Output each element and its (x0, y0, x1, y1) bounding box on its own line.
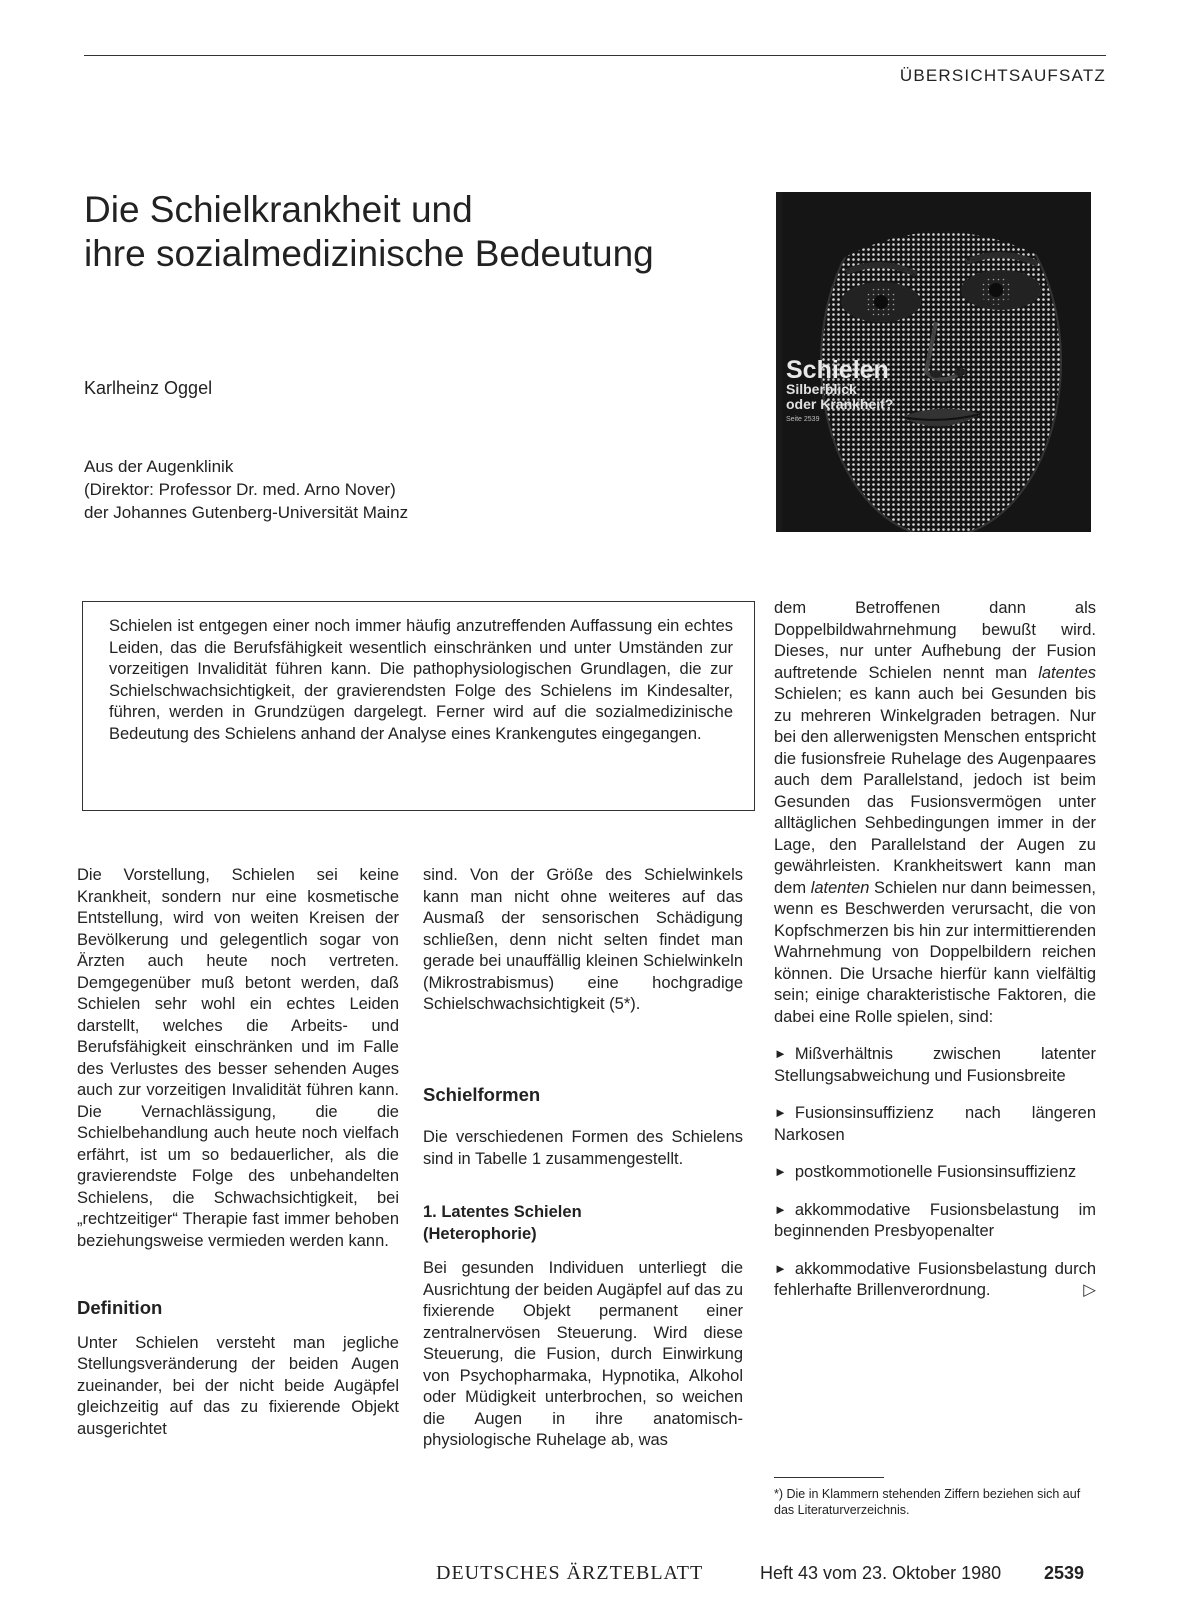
intro-paragraph: Die Vorstellung, Schielen sei keine Krankheit, sondern nur eine kosmetische Entstellung, wird von weiten Kreisen der Bevölkerung und gelegentlich sogar von Ärzten auch heute noch vertreten. Demgegenüber muß betont werden, daß Schielen sehr wohl ein echtes Leiden darstellt, welches die Arbeits- und Berufsfähigkeit einschränken und im Falle des Verlustes des besser sehenden Auges auch zur vorzeitigen Invalidität führen kann. Die Vernachlässigung, die die Schielbehandlung auch heute noch vielfach erfährt, ist um so bedauerlicher, als die gravierendste Folge des unbehandelten Schielens, die Schwachsichtigkeit, bei „rechtzeitiger“ Therapie fast immer behoben beziehungsweise vermieden werden kann. (77, 866, 399, 1250)
cover-image (776, 192, 1091, 532)
issue-info: Heft 43 vom 23. Oktober 1980 (760, 1563, 1002, 1583)
text-part-2: Schielen; es kann auch bei Gesunden bis zu mehreren Winkelgraden betragen. Nur bei den allerwenigsten Menschen entspricht die fusionsfreie Ruhelage des Augenpaares auch dem Parallelstand, jedoch ist beim Gesunden das Fusionsvermögen unter alltäglichen Sehbedingungen immer in der Lage, den Parallelstand der Augen zu gewährleisten. Krankheitswert kann man dem (774, 685, 1096, 897)
list-item (774, 1161, 1096, 1184)
list-item-text: Fusionsinsuffizienz nach längeren Narkosen (774, 1104, 1096, 1144)
cover-title: Schielen (786, 356, 889, 384)
list-item-text: postkommotionelle Fusionsinsuffizienz (794, 1163, 1077, 1181)
affiliation-line-3: der Johannes Gutenberg-Universität Mainz (84, 503, 409, 522)
bullet-arrow-icon: ► (774, 1201, 787, 1217)
abstract-text: Schielen ist entgegen einer noch immer häufig anzutreffenden Auffassung ein echtes Leiden, das die Berufsfähigkeit wesentlich einschränken und unter Umständen zur vorzeitigen Invalidität führen kann. Die pathophysiologischen Grundlagen, die zur Schielschwachsichtigkeit, der gravierendsten Folge des Schielens im Kindesalter, führen, werden in Grundzügen dargelegt. Ferner wird auf die sozialmedizinische Bedeutung des Schielens anhand der Analyse eines Krankengutes eingegangen. (109, 617, 733, 743)
list-item (774, 1258, 1096, 1302)
text-part-1: dem Betroffenen dann als Doppelbildwahrnehmung bewußt wird. Dieses, nur unter Aufhebung der Fusion auftretende Schielen nennt man (774, 599, 1096, 682)
list-item-text: akkommodative Fusionsbelastung im beginnenden Presbyopenalter (774, 1200, 1096, 1240)
section-label: ÜBERSICHTSAUFSATZ (899, 66, 1106, 85)
italic-latentes: latentes (1038, 663, 1096, 682)
list-item (774, 1043, 1096, 1087)
factor-list (774, 1043, 1096, 1302)
heading-latent-line-2: (Heterophorie) (423, 1224, 537, 1243)
cover-subtitle-1: Silberblick (786, 381, 857, 397)
definition-paragraph: Unter Schielen versteht man jegliche Stellungsveränderung der beiden Augen zueinander, bei der nicht beide Augäpfel gleichzeitig auf das zu fixierende Objekt ausgerichtet (77, 1333, 399, 1438)
face-halftone-photo-icon (776, 192, 1091, 532)
bullet-arrow-icon: ► (774, 1164, 787, 1179)
abstract-box (82, 601, 755, 811)
latent-continuation-paragraph (774, 598, 1096, 1028)
author-affiliation (84, 455, 408, 524)
forms-paragraph: Die verschiedenen Formen des Schielens sind in Tabelle 1 zusammengestellt. (423, 1128, 743, 1168)
page-number: 2539 (1044, 1563, 1085, 1583)
cover-page-ref: Seite 2539 (786, 416, 820, 423)
italic-latenten: latenten (810, 878, 870, 897)
article-title (84, 188, 744, 276)
list-item-text: akkommodative Fusionsbelastung durch fehlerhafte Brillenverordnung. (774, 1259, 1096, 1299)
author-name: Karlheinz Oggel (84, 378, 213, 398)
footnote-rule (774, 1477, 884, 1478)
continuation-paragraph: sind. Von der Größe des Schielwinkels kann man nicht ohne weiteres auf das Ausmaß der sensorischen Schädigung schließen, denn nicht selten findet man gerade bei unauffällig kleinen Schielwinkeln (Mikrostrabismus) eine hochgradige Schielschwachsichtigkeit (5*). (423, 866, 743, 1013)
continued-arrow-icon: ▷ (1083, 1281, 1096, 1299)
title-line-2: ihre sozialmedizinische Bedeutung (84, 233, 654, 274)
column-2 (423, 865, 743, 1452)
footnote: *) Die in Klammern stehenden Ziffern beziehen sich auf das Literaturverzeichnis. (774, 1487, 1081, 1517)
header-rule (84, 55, 1106, 56)
column-1 (77, 865, 399, 1440)
column-3 (774, 598, 1096, 1302)
heading-latent-line-1: 1. Latentes Schielen (423, 1203, 582, 1221)
title-line-1: Die Schielkrankheit und (84, 189, 473, 230)
heading-schielformen: Schielformen (423, 1083, 541, 1105)
list-item-text: Mißverhältnis zwischen latenter Stellungsabweichung und Fusionsbreite (774, 1045, 1096, 1085)
affiliation-line-2: (Direktor: Professor Dr. med. Arno Nover) (84, 480, 396, 499)
list-item (774, 1199, 1096, 1243)
bullet-arrow-icon: ► (774, 1105, 787, 1120)
latent-paragraph: Bei gesunden Individuen unterliegt die Ausrichtung der beiden Augäpfel auf das zu fixierende Objekt permanent einer zentralnervösen Steuerung. Wird diese Steuerung, die Fusion, durch Einwirkung von Psychopharmaka, Hypnotika, Alkohol oder Müdigkeit unterbrochen, so weichen die Augen in ihre anatomisch-physiologische Ruhelage ab, was (423, 1259, 743, 1449)
bullet-arrow-icon: ► (774, 1260, 787, 1276)
affiliation-line-1: Aus der Augenklinik (84, 457, 234, 476)
journal-masthead: DEUTSCHES ÄRZTEBLATT (436, 1562, 704, 1584)
text-part-3: Schielen nur dann beimessen, wenn es Beschwerden verursacht, die von Kopfschmerzen bis hin zur intermittierenden Wahrnehmung von Doppelbildern reichen können. Die Ursache hierfür kann vielfältig sein; einige charakteristische Faktoren, die dabei eine Rolle spielen, sind: (774, 878, 1097, 1026)
cover-subtitle-2: oder Krankheit? (786, 396, 894, 412)
bullet-arrow-icon: ► (774, 1046, 787, 1061)
list-item (774, 1102, 1096, 1146)
heading-definition: Definition (77, 1297, 163, 1318)
